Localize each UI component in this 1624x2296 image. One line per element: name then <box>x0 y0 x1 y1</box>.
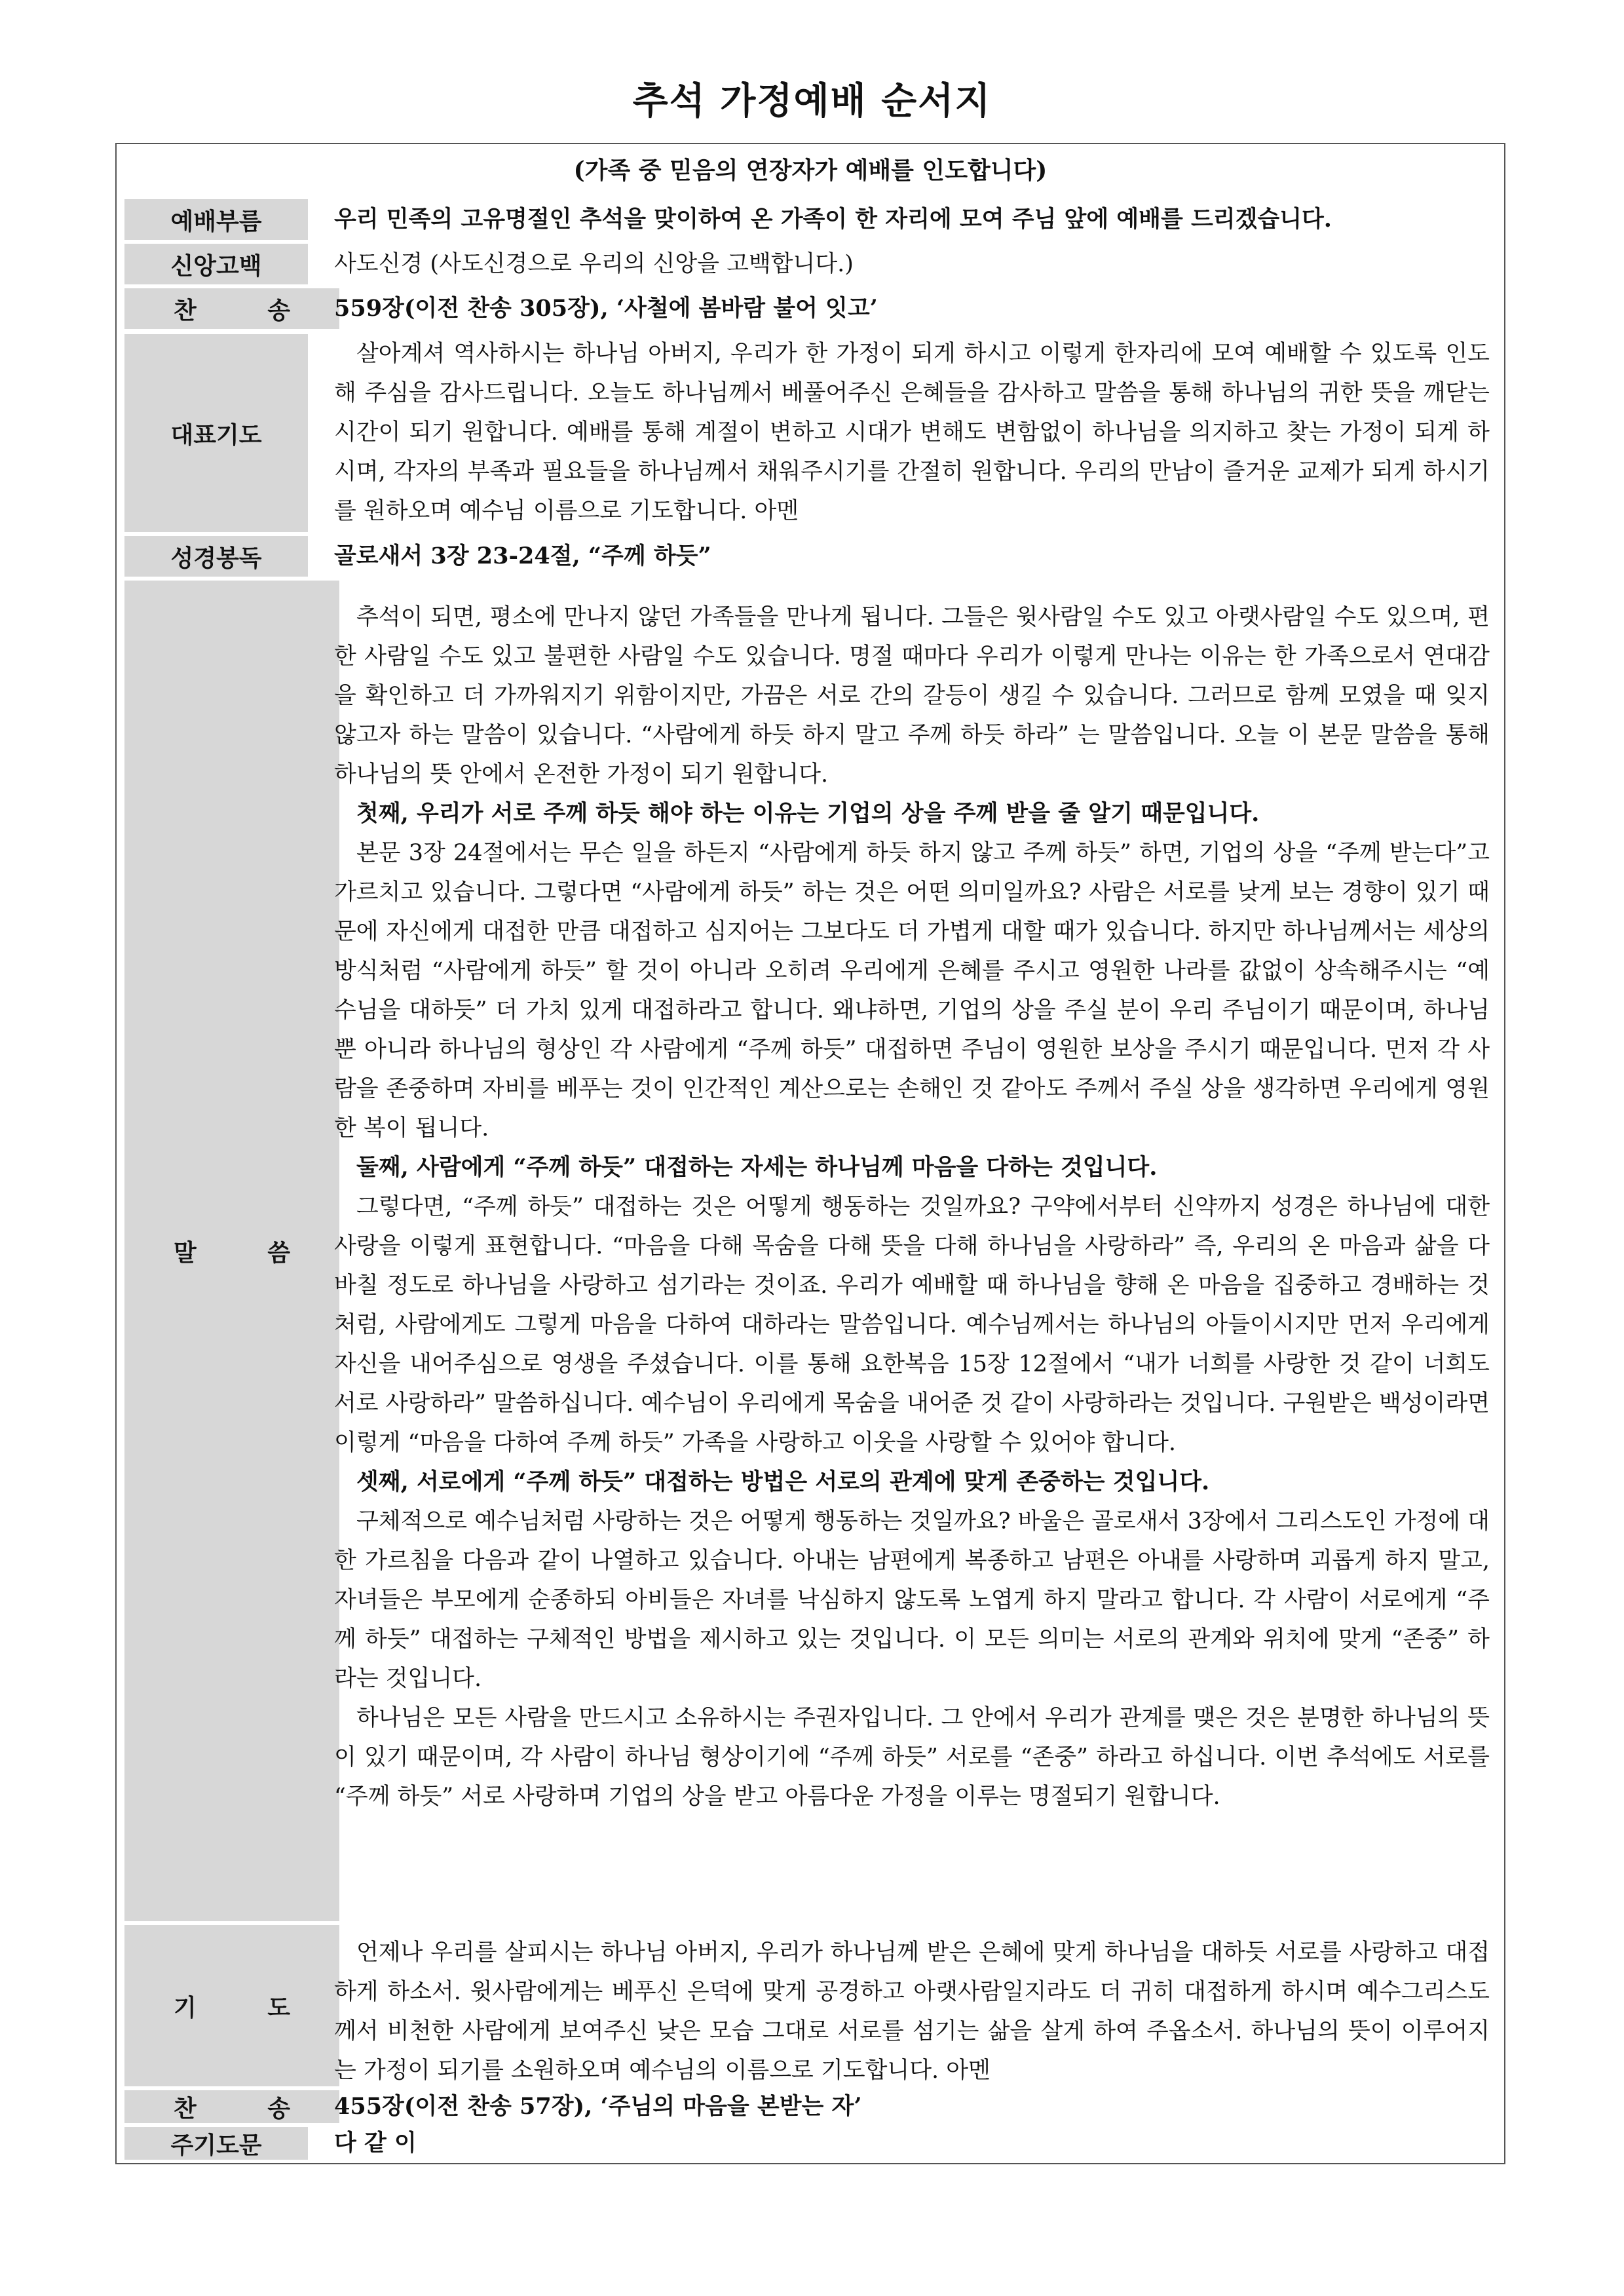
representative-prayer-paragraph: 살아계셔 역사하시는 하나님 아버지, 우리가 한 가정이 되게 하시고 이렇게 한자리에 모여 예배할 수 있도록 인도해 주심을 감사드립니다. 오늘도 하나님께서 베풀어주신 은혜들을 감사하고 말씀을 통해 하나님의 귀한 뜻을 깨닫는 시간이 되기 원합니다. 예배를 통해 계절이 변하고 시대가 변해도 변함없이 하나님을 의지하고 찾는 가정이 되게 하시며, 각자의 부족과 필요들을 하나님께서 채워주시기를 간절히 원합니다. 우리의 만남이 즐거운 교제가 되게 하시기를 원하오며 예수님 이름으로 기도합니다. 아멘 <box>334 341 1490 524</box>
sermon-point-1-body: 본문 3장 24절에서는 무슨 일을 하든지 “사람에게 하듯 하지 않고 주께 하듯” 하면, 기업의 상을 “주께 받는다”고 가르치고 있습니다. 그렇다면 “사람에게 하듯” 하는 것은 어떤 의미일까요? 사람은 서로를 낮게 보는 경향이 있기 때문에 자신에게 대접한 만큼 대접하고 심지어는 그보다도 더 가볍게 대할 때가 있습니다. 하지만 하나님께서는 세상의 방식처럼 “사람에게 하듯” 할 것이 아니라 오히려 우리에게 은혜를 주시고 영원한 나라를 값없이 상속해주시는 “예수님을 대하듯” 더 가치 있게 대접하라고 합니다. 왜냐하면, 기업의 상을 주실 분이 우리 주님이기 때문이며, 하나님 뿐 아니라 하나님의 형상인 각 사람에게 “주께 하듯” 대접하면 주님이 영원한 보상을 주시기 때문입니다. 먼저 각 사람을 존중하며 자비를 베푸는 것이 인간적인 계산으로는 손해인 것 같아도 주께서 주실 상을 생각하면 우리에게 영원한 복이 됩니다. <box>334 840 1490 1141</box>
sermon-point-2-body: 그렇다면, “주께 하듯” 대접하는 것은 어떻게 행동하는 것일까요? 구약에서부터 신약까지 성경은 하나님에 대한 사랑을 이렇게 표현합니다. “마음을 다해 목숨을 다해 뜻을 다해 하나님을 사랑하라” 즉, 우리의 온 마음과 삶을 다 바칠 정도로 하나님을 사랑하고 섬기라는 것이죠. 우리가 예배할 때 하나님을 향해 온 마음을 집중하고 경배하는 것처럼, 사람에게도 그렇게 마음을 다하여 대하라는 말씀입니다. 예수님께서는 하나님의 아들이시지만 먼저 우리에게 자신을 내어주심으로 영생을 주셨습니다. 이를 통해 요한복음 15장 12절에서 “내가 너희를 사랑한 것 같이 너희도 서로 사랑하라” 말씀하십니다. 예수님이 우리에게 목숨을 내어준 것 같이 사랑하라는 것입니다. 구원받은 백성이라면 이렇게 “마음을 다하여 주께 하듯” 가족을 사랑하고 이웃을 사랑할 수 있어야 합니다. <box>334 1194 1490 1456</box>
row-hymn-1 <box>117 288 1504 329</box>
leader-note: (가족 중 믿음의 연장자가 예배를 인도합니다) <box>573 157 1048 184</box>
sermon-point-3-heading: 셋째, 서로에게 “주께 하듯” 대접하는 방법은 서로의 관계에 맞게 존중하는 것입니다. <box>356 1468 1210 1495</box>
row-representative-prayer <box>117 334 1504 532</box>
page-title: 추석 가정예배 순서지 <box>632 80 992 123</box>
representative-prayer-text <box>334 334 1490 532</box>
row-lords-prayer <box>117 2127 1504 2160</box>
label-prayer: 기 도 <box>124 1925 339 2086</box>
sermon-intro: 추석이 되면, 평소에 만나지 않던 가족들을 만나게 됩니다. 그들은 윗사람일 수도 있고 아랫사람일 수도 있으며, 편한 사람일 수도 있고 불편한 사람일 수도 있습니다. 명절 때마다 우리가 이렇게 만나는 이유는 한 가족으로서 연대감을 확인하고 더 가까워지기 위함이지만, 가끔은 서로 간의 갈등이 생길 수 있습니다. 그러므로 함께 모였을 때 잊지 않고자 하는 말씀이 있습니다. “사람에게 하듯 하지 말고 주께 하듯 하라” 는 말씀입니다. 오늘 이 본문 말씀을 통해 하나님의 뜻 안에서 온전한 가정이 되기 원합니다. <box>334 604 1490 788</box>
creed-text: 사도신경 (사도신경으로 우리의 신앙을 고백합니다.) <box>334 251 854 277</box>
label-hymn-2: 찬 송 <box>124 2090 339 2123</box>
row-sermon <box>117 581 1504 1921</box>
lords-prayer-text: 다 같 이 <box>334 2130 417 2156</box>
scripture-text: 골로새서 3장 23-24절, “주께 하듯” <box>334 543 711 569</box>
hymn-1-text: 559장(이전 찬송 305장), ‘사철에 봄바람 불어 잇고’ <box>334 295 878 322</box>
label-creed: 신앙고백 <box>124 244 308 284</box>
label-call-to-worship: 예배부름 <box>124 199 308 240</box>
label-sermon: 말 씀 <box>124 581 339 1921</box>
call-to-worship-text: 우리 민족의 고유명절인 추석을 맞이하여 온 가족이 한 자리에 모여 주님 앞에 예배를 드리겠습니다. <box>334 206 1332 233</box>
sermon-body <box>334 581 1490 1921</box>
row-call-to-worship <box>117 199 1504 240</box>
sermon-point-2-heading: 둘째, 사람에게 “주께 하듯” 대접하는 자세는 하나님께 마음을 다하는 것입니다. <box>356 1154 1158 1181</box>
hymn-2-text: 455장(이전 찬송 57장), ‘주님의 마음을 본받는 자’ <box>334 2093 862 2120</box>
sermon-point-3-body: 구체적으로 예수님처럼 사랑하는 것은 어떻게 행동하는 것일까요? 바울은 골로새서 3장에서 그리스도인 가정에 대한 가르침을 다음과 같이 나열하고 있습니다. 아내는 남편에게 복종하고 남편은 아내를 사랑하며 괴롭게 하지 말고, 자녀들은 부모에게 순종하되 아비들은 자녀를 낙심하지 않도록 노엽게 하지 말라고 합니다. 각 사람이 서로에게 “주께 하듯” 대접하는 구체적인 방법을 제시하고 있는 것입니다. 이 모든 의미는 서로의 관계와 위치에 맞게 “존중” 하라는 것입니다. <box>334 1508 1490 1692</box>
row-creed <box>117 244 1504 284</box>
label-lords-prayer: 주기도문 <box>124 2127 308 2160</box>
label-representative-prayer: 대표기도 <box>124 334 308 532</box>
prayer-text <box>334 1925 1490 2086</box>
prayer-paragraph: 언제나 우리를 살피시는 하나님 아버지, 우리가 하나님께 받은 은혜에 맞게 하나님을 대하듯 서로를 사랑하고 대접하게 하소서. 윗사람에게는 베푸신 은덕에 맞게 공경하고 아랫사람일지라도 더 귀히 대접하게 하시며 예수그리스도께서 비천한 사람에게 보여주신 낮은 모습 그대로 서로를 섬기는 삶을 살게 하여 주옵소서. 하나님의 뜻이 이루어지는 가정이 되기를 소원하오며 예수님의 이름으로 기도합니다. 아멘 <box>334 1940 1490 2084</box>
row-prayer <box>117 1925 1504 2086</box>
sermon-closing: 하나님은 모든 사람을 만드시고 소유하시는 주권자입니다. 그 안에서 우리가 관계를 맺은 것은 분명한 하나님의 뜻이 있기 때문이며, 각 사람이 하나님 형상이기에 “주께 하듯” 서로를 “존중” 하라고 하십니다. 이번 추석에도 서로를 “주께 하듯” 서로 사랑하며 기업의 상을 받고 아름다운 가정을 이루는 명절되기 원합니다. <box>334 1705 1490 1810</box>
label-scripture: 성경봉독 <box>124 536 308 577</box>
label-hymn-1: 찬 송 <box>124 288 339 329</box>
row-hymn-2 <box>117 2090 1504 2123</box>
row-scripture <box>117 536 1504 577</box>
worship-order-frame <box>115 143 1505 2164</box>
sermon-point-1-heading: 첫째, 우리가 서로 주께 하듯 해야 하는 이유는 기업의 상을 주께 받을 줄 알기 때문입니다. <box>356 800 1260 827</box>
